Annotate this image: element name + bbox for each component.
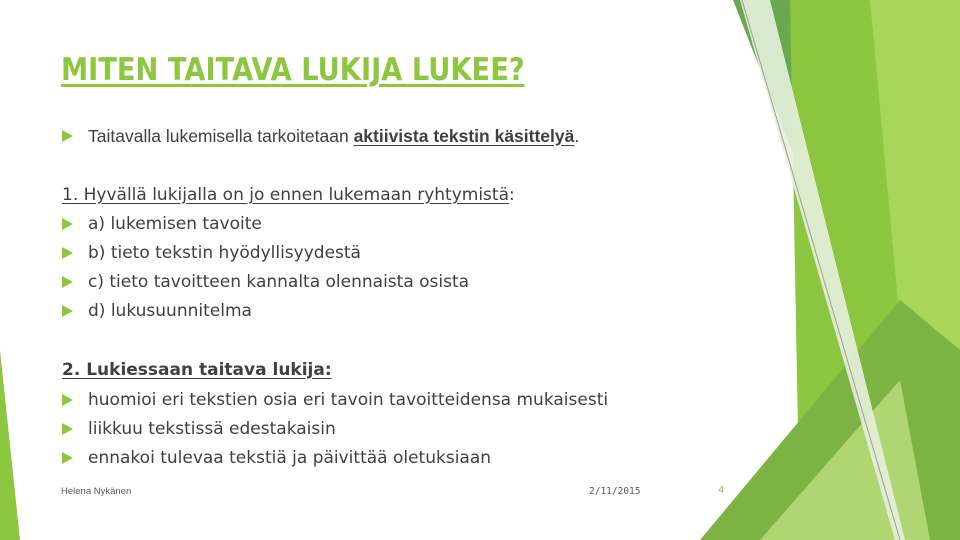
footer-date: 2/11/2015 [589,486,641,497]
bullet-arrow-icon [62,247,73,259]
section1-item [62,212,262,236]
section2-heading [62,358,332,382]
section1-item-text: b) tieto tekstin hyödyllisyydestä [88,243,361,263]
intro-suffix: . [574,125,580,146]
intro-line [62,124,579,148]
section1-item [62,299,252,323]
bullet-arrow-icon [62,394,73,406]
section1-item [62,241,361,265]
section2-item [62,388,608,412]
bullet-arrow-icon [62,218,73,230]
section1-item-text: d) lukusuunnitelma [88,301,252,321]
slide-title: MITEN TAITAVA LUKIJA LUKEE? [61,52,525,88]
section2-heading-text: 2. Lukiessaan taitava lukija: [62,360,332,380]
section2-item-text: huomioi eri tekstien osia eri tavoin tavoitteidensa mukaisesti [88,390,609,410]
section2-item-text: ennakoi tulevaa tekstiä ja päivittää oletuksiaan [88,448,492,468]
section1-item-text: c) tieto tavoitteen kannalta olennaista osista [88,272,470,292]
intro-prefix: Taitavalla lukemisella tarkoitetaan [88,125,354,146]
bullet-arrow-icon [62,130,73,142]
section1-heading-colon: : [508,185,515,205]
bullet-arrow-icon [62,452,73,464]
section1-item-text: a) lukemisen tavoite [88,214,262,234]
bullet-arrow-icon [62,423,73,435]
section1-heading-text [62,185,515,205]
section2-item [62,417,336,441]
bullet-arrow-icon [62,276,73,288]
section2-item [62,446,491,470]
intro-text [88,126,579,147]
section1-item [62,270,469,294]
deco-shape-left [0,350,20,540]
footer-author: Helena Nykänen [61,486,132,497]
section1-heading [62,183,515,207]
slide-number: 4 [718,485,725,496]
section2-item-text: liikkuu tekstissä edestakaisin [88,419,336,439]
bullet-arrow-icon [62,305,73,317]
intro-emphasis: aktiivista tekstin käsittelyä [353,125,575,146]
section1-heading-label: 1. Hyvällä lukijalla on jo ennen lukemaan ryhtymistä [62,185,509,205]
